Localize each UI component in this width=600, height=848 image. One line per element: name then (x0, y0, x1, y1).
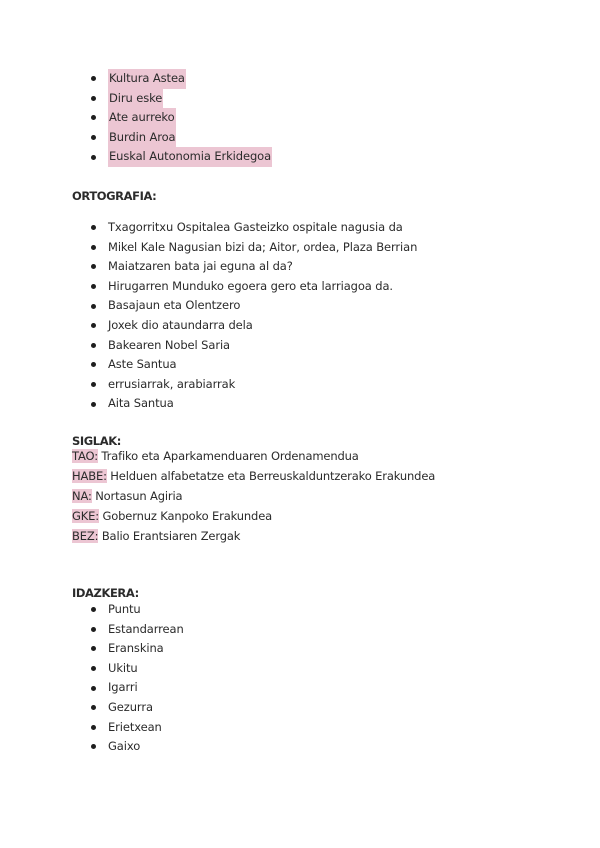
list-item-text: Aste Santua (108, 357, 177, 372)
list-item-text: Kultura Astea (108, 69, 186, 89)
sigla-abbr: HABE: (72, 469, 107, 483)
sigla-abbr: BEZ: (72, 529, 99, 543)
sigla-line (72, 507, 272, 527)
bullet-icon (91, 402, 96, 407)
sigla-text: Trafiko eta Aparkamenduaren Ordenamendua (97, 449, 359, 463)
bullet-icon (91, 245, 96, 250)
list-item-text: Igarri (108, 680, 138, 695)
list-item-text: Eranskina (108, 641, 164, 656)
bullet-icon (91, 607, 96, 612)
list-item-text: Euskal Autonomia Erkidegoa (108, 147, 272, 167)
bullet-icon (91, 155, 96, 160)
bullet-icon (91, 705, 96, 710)
bullet-icon (91, 362, 96, 367)
bullet-icon (91, 304, 96, 309)
list-item-text: errusiarrak, arabiarrak (108, 376, 236, 391)
bullet-icon (91, 646, 96, 651)
list-item-text: Estandarrean (108, 621, 184, 636)
list-item-text: Basajaun eta Olentzero (108, 298, 241, 313)
list-item-text: Gezurra (108, 699, 153, 714)
bullet-icon (91, 686, 96, 691)
bullet-icon (91, 382, 96, 387)
sigla-text: Helduen alfabetatze eta Berreuskalduntzerako Erakundea (106, 469, 436, 483)
list-item-text: Erietxean (108, 719, 162, 734)
bullet-icon (91, 96, 96, 101)
list-item-text: Ate aurreko (108, 108, 176, 128)
idazkera-heading: IDAZKERA: (72, 586, 139, 600)
list-item-text: Aita Santua (108, 396, 174, 411)
list-item-text: Puntu (108, 602, 141, 616)
sigla-line (72, 467, 435, 487)
bullet-icon (91, 135, 96, 140)
list-item-text: Hirugarren Munduko egoera gero eta larriagoa da. (108, 278, 393, 293)
list-item-text: Maiatzaren bata jai eguna al da? (108, 259, 293, 274)
sigla-text: Balio Erantsiaren Zergak (98, 529, 241, 543)
sigla-abbr: TAO: (72, 449, 98, 463)
sigla-line (72, 527, 240, 547)
sigla-abbr: NA: (72, 489, 92, 503)
sigla-line (72, 487, 182, 507)
list-item-text: Bakearen Nobel Saria (108, 337, 230, 352)
list-item-text: Txagorritxu Ospitalea Gasteizko ospitale nagusia da (108, 220, 403, 234)
sigla-abbr: GKE: (72, 509, 99, 523)
list-item-text: Mikel Kale Nagusian bizi da; Aitor, ordea, Plaza Berrian (108, 239, 418, 254)
list-item-text: Burdin Aroa (108, 128, 176, 148)
ortografia-heading: ORTOGRAFIA: (72, 189, 157, 203)
siglak-heading: SIGLAK: (72, 434, 121, 448)
bullet-icon (91, 323, 96, 328)
bullet-icon (91, 115, 96, 120)
sigla-text: Nortasun Agiria (91, 489, 183, 503)
bullet-icon (91, 225, 96, 230)
list-item-text: Joxek dio ataundarra dela (108, 317, 253, 332)
list-item-text: Ukitu (108, 660, 138, 675)
list-item-text: Diru eske (108, 89, 163, 109)
bullet-icon (91, 264, 96, 269)
bullet-icon (91, 666, 96, 671)
sigla-text: Gobernuz Kanpoko Erakundea (99, 509, 273, 523)
bullet-icon (91, 284, 96, 289)
list-item-text: Gaixo (108, 739, 141, 754)
bullet-icon (91, 627, 96, 632)
bullet-icon (91, 744, 96, 749)
bullet-icon (91, 725, 96, 730)
bullet-icon (91, 343, 96, 348)
sigla-line (72, 447, 359, 467)
bullet-icon (91, 76, 96, 81)
